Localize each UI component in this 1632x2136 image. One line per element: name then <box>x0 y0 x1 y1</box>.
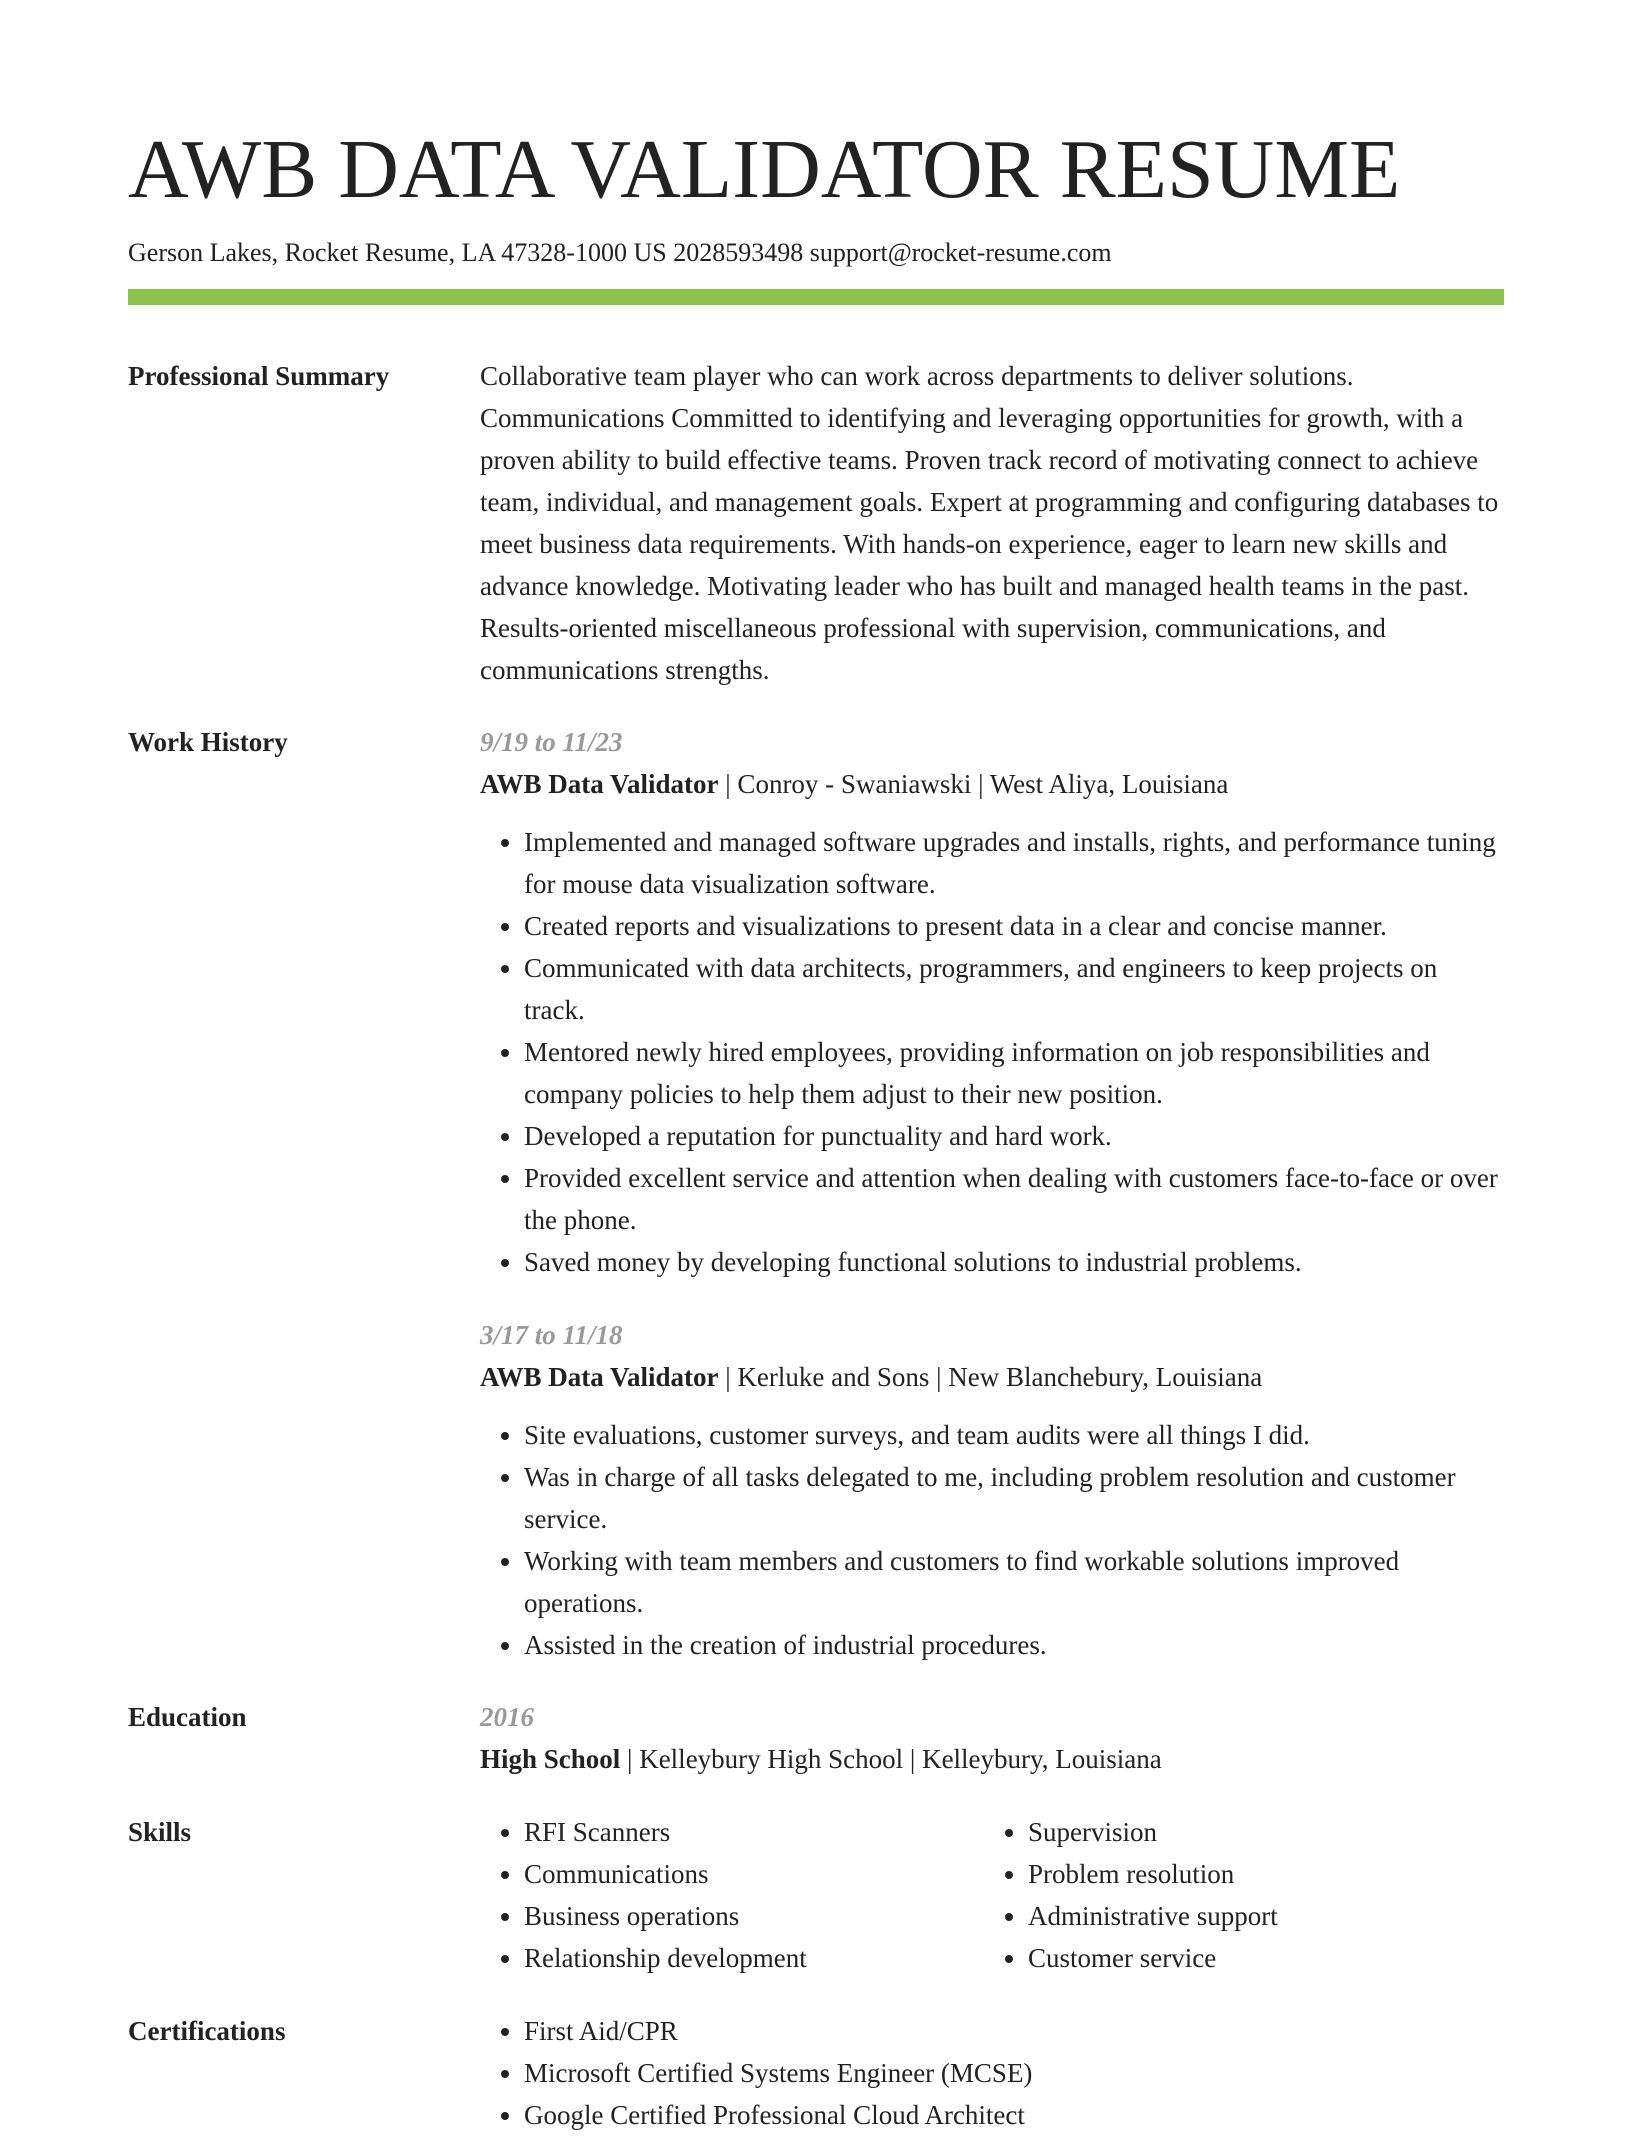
education-degree: High School <box>480 1744 621 1774</box>
job-bullet: • Provided excellent service and attention when dealing with customers face-to-face or over the phone. <box>524 1157 1504 1241</box>
job-bullet: • Developed a reputation for punctuality and hard work. <box>524 1115 1504 1157</box>
job-role-line <box>480 763 1504 805</box>
job-dates: 9/19 to 11/23 <box>480 727 623 757</box>
job-bullet: • Saved money by developing functional solutions to industrial problems. <box>524 1241 1504 1283</box>
job-bullet: • Site evaluations, customer surveys, and team audits were all things I did. <box>524 1414 1504 1456</box>
job-bullet: • Communicated with data architects, programmers, and engineers to keep projects on track. <box>524 947 1504 1031</box>
contact-line: Gerson Lakes, Rocket Resume, LA 47328-1000 US 2028593498 support@rocket-resume.com <box>128 238 1112 267</box>
section-label-summary: Professional Summary <box>128 361 390 391</box>
section-label-certifications: Certifications <box>128 2016 286 2046</box>
skill-item: • Communications <box>524 1853 984 1895</box>
section-label-work: Work History <box>128 727 288 757</box>
job-title: AWB Data Validator <box>480 769 719 799</box>
certification-item: • First Aid/CPR <box>524 2010 1504 2052</box>
job-bullet: • Assisted in the creation of industrial procedures. <box>524 1624 1504 1666</box>
job-bullet: • Mentored newly hired employees, providing information on job responsibilities and company policies to help them adjust to their new position. <box>524 1031 1504 1115</box>
skills-section <box>128 1811 1504 1979</box>
skill-item: • Supervision <box>1028 1811 1488 1853</box>
skill-item: • Administrative support <box>1028 1895 1488 1937</box>
job-entry <box>480 721 1504 1283</box>
job-entry <box>480 1314 1504 1666</box>
job-role-line <box>480 1356 1504 1398</box>
education-line <box>480 1738 1504 1780</box>
education-section <box>128 1696 1504 1780</box>
skill-item: • RFI Scanners <box>524 1811 984 1853</box>
job-dates: 3/17 to 11/18 <box>480 1320 623 1350</box>
job-bullet: • Was in charge of all tasks delegated to me, including problem resolution and customer service. <box>524 1456 1504 1540</box>
job-bullet: • Implemented and managed software upgrades and installs, rights, and performance tuning for mouse data visualization software. <box>524 821 1504 905</box>
accent-divider <box>128 289 1504 305</box>
skills-columns <box>480 1811 1504 1979</box>
section-label-skills: Skills <box>128 1817 192 1847</box>
job-details: | Conroy - Swaniawski | West Aliya, Louisiana <box>718 769 1229 799</box>
education-details: | Kelleybury High School | Kelleybury, Louisiana <box>620 1744 1162 1774</box>
section-label-education: Education <box>128 1702 247 1732</box>
skill-item: • Problem resolution <box>1028 1853 1488 1895</box>
job-title: AWB Data Validator <box>480 1362 719 1392</box>
certification-item: • Google Certified Professional Cloud Architect <box>524 2094 1504 2136</box>
job-details: | Kerluke and Sons | New Blanchebury, Louisiana <box>718 1362 1263 1392</box>
skills-column-left <box>480 1811 984 1979</box>
skill-item: • Relationship development <box>524 1937 984 1979</box>
summary-section <box>128 355 1504 691</box>
work-history-section <box>128 721 1504 1666</box>
skills-column-right <box>984 1811 1488 1979</box>
job-bullets <box>480 821 1504 1283</box>
job-bullet: • Created reports and visualizations to present data in a clear and concise manner. <box>524 905 1504 947</box>
resume-title: AWB DATA VALIDATOR RESUME <box>128 123 1401 216</box>
summary-text: Collaborative team player who can work across departments to deliver solutions. Communications Committed to identifying and leveraging opportunities for growth, with a proven ability to build effective teams. Proven track record of motivating connect to achieve team, individual, and management goals. Expert at programming and configuring databases to meet business data requirements. With hands-on experience, eager to learn new skills and advance knowledge. Motivating leader who has built and managed health teams in the past. Results-oriented miscellaneous professional with supervision, communications, and communications strengths. <box>480 361 1499 685</box>
job-bullets <box>480 1414 1504 1666</box>
skill-item: • Customer service <box>1028 1937 1488 1979</box>
job-bullet: • Working with team members and customers to find workable solutions improved operations. <box>524 1540 1504 1624</box>
education-year: 2016 <box>480 1702 534 1732</box>
certifications-section <box>128 2010 1504 2136</box>
certification-list <box>480 2010 1504 2136</box>
resume-page <box>128 0 1504 2136</box>
skill-item: • Business operations <box>524 1895 984 1937</box>
certification-item: • Microsoft Certified Systems Engineer (MCSE) <box>524 2052 1504 2094</box>
